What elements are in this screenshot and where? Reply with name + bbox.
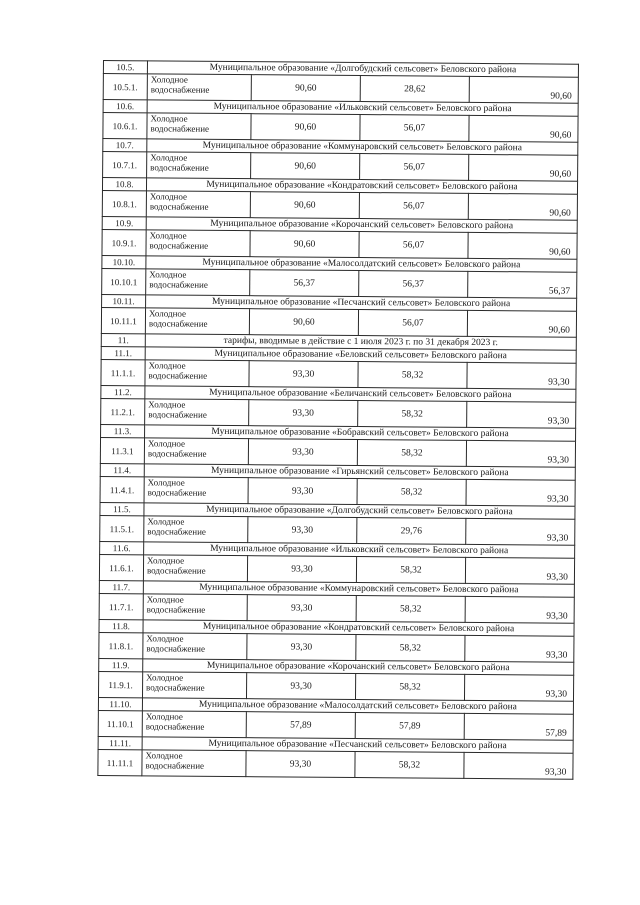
tariff-value-3: 93,30 bbox=[466, 518, 575, 545]
service-name: Холодное водоснабжение bbox=[143, 555, 247, 582]
row-number: 10.9. bbox=[102, 216, 146, 229]
tariff-row bbox=[101, 307, 576, 337]
tariff-value-1: 93,30 bbox=[247, 595, 356, 622]
section-title: Муниципальное образование «Малосолдатский сельсовет» Беловского района bbox=[146, 256, 577, 272]
section-title: тарифы, вводимые в действие с 1 июля 2023 г. по 31 декабря 2023 г. bbox=[145, 334, 576, 350]
tariff-value-3: 93,30 bbox=[467, 401, 576, 428]
section-title: Муниципальное образование «Коммунаровский сельсовет» Беловского района bbox=[143, 581, 574, 597]
service-name: Холодное водоснабжение bbox=[145, 360, 249, 387]
tariff-value-1: 93,30 bbox=[247, 634, 356, 661]
tariff-value-2: 58,32 bbox=[356, 635, 465, 662]
tariff-value-1: 93,30 bbox=[248, 439, 357, 466]
tariff-value-1: 93,30 bbox=[249, 361, 358, 388]
row-number: 11.8. bbox=[99, 619, 143, 632]
tariff-value-1: 90,60 bbox=[250, 192, 359, 219]
section-title: Муниципальное образование «Корочанский сельсовет» Беловского района bbox=[143, 659, 574, 675]
tariff-value-2: 58,32 bbox=[357, 479, 466, 506]
row-number: 11.9.1. bbox=[98, 671, 142, 697]
service-name: Холодное водоснабжение bbox=[147, 74, 251, 101]
tariff-row bbox=[99, 593, 574, 623]
row-number: 10.10.1 bbox=[102, 268, 146, 294]
tariff-value-2: 56,07 bbox=[358, 310, 467, 337]
section-title: Муниципальное образование «Кондратовский сельсовет» Беловского района bbox=[146, 178, 577, 194]
row-number: 11.2.1. bbox=[101, 398, 145, 424]
row-number: 10.7. bbox=[103, 139, 147, 152]
service-name: Холодное водоснабжение bbox=[144, 477, 248, 504]
tariff-value-2: 56,07 bbox=[360, 115, 469, 142]
tariff-value-1: 93,30 bbox=[248, 517, 357, 544]
tariff-table bbox=[97, 60, 579, 780]
tariff-row bbox=[103, 113, 578, 143]
row-number: 11.6. bbox=[100, 541, 144, 554]
tariff-value-2: 58,32 bbox=[355, 752, 464, 779]
row-number: 11.3. bbox=[101, 424, 145, 437]
tariff-value-2: 56,37 bbox=[359, 271, 468, 298]
section-title: Муниципальное образование «Кондратовский сельсовет» Беловского района bbox=[143, 620, 574, 636]
row-number: 11.5.1. bbox=[100, 515, 144, 541]
tariff-value-1: 90,60 bbox=[251, 114, 360, 141]
section-title: Муниципальное образование «Песчанский сельсовет» Беловского района bbox=[142, 737, 573, 753]
tariff-row bbox=[101, 398, 576, 428]
tariff-row bbox=[99, 632, 574, 662]
section-title: Муниципальное образование «Коммунаровский сельсовет» Беловского района bbox=[147, 139, 578, 155]
service-name: Холодное водоснабжение bbox=[144, 438, 248, 465]
section-title: Муниципальное образование «Ильковский сельсовет» Беловского района bbox=[144, 542, 575, 558]
tariff-value-3: 93,30 bbox=[465, 596, 574, 623]
tariff-value-2: 58,32 bbox=[357, 440, 466, 467]
tariff-row bbox=[103, 74, 578, 104]
row-number: 11.11.1 bbox=[98, 749, 142, 775]
section-title: Муниципальное образование «Беловский сельсовет» Беловского района bbox=[145, 347, 576, 363]
tariff-row bbox=[102, 229, 577, 259]
section-title: Муниципальное образование «Долгобудский сельсовет» Беловского района bbox=[144, 503, 575, 519]
section-title: Муниципальное образование «Долгобудский сельсовет» Беловского района bbox=[147, 61, 578, 77]
tariff-value-3: 90,60 bbox=[468, 193, 577, 220]
row-number: 10.6.1. bbox=[103, 113, 147, 139]
tariff-value-1: 90,60 bbox=[249, 309, 358, 336]
tariff-value-3: 93,30 bbox=[465, 557, 574, 584]
tariff-value-2: 58,32 bbox=[358, 401, 467, 428]
tariff-row bbox=[98, 671, 573, 701]
tariff-value-1: 93,30 bbox=[248, 478, 357, 505]
tariff-value-3: 90,60 bbox=[468, 232, 577, 259]
service-name: Холодное водоснабжение bbox=[145, 399, 249, 426]
row-number: 11.11. bbox=[98, 736, 142, 749]
service-name: Холодное водоснабжение bbox=[144, 516, 248, 543]
tariff-value-1: 57,89 bbox=[246, 712, 355, 739]
tariff-row bbox=[103, 152, 578, 182]
tariff-value-3: 90,60 bbox=[469, 154, 578, 181]
service-name: Холодное водоснабжение bbox=[146, 191, 250, 218]
row-number: 11.6.1. bbox=[99, 554, 143, 580]
tariff-value-2: 58,32 bbox=[358, 362, 467, 389]
tariff-value-3: 93,30 bbox=[464, 752, 573, 779]
tariff-value-3: 90,60 bbox=[469, 115, 578, 142]
row-number: 10.11. bbox=[102, 294, 146, 307]
tariff-value-2: 56,07 bbox=[360, 154, 469, 181]
tariff-value-3: 93,30 bbox=[464, 674, 573, 701]
tariff-value-1: 56,37 bbox=[250, 270, 359, 297]
service-name: Холодное водоснабжение bbox=[143, 594, 247, 621]
row-number: 11.10. bbox=[98, 697, 142, 710]
service-name: Холодное водоснабжение bbox=[145, 308, 249, 335]
tariff-value-3: 90,60 bbox=[467, 310, 576, 337]
document-page bbox=[97, 60, 578, 780]
tariff-value-1: 93,30 bbox=[249, 400, 358, 427]
row-number: 11.7. bbox=[99, 580, 143, 593]
row-number: 11.7.1. bbox=[99, 593, 143, 619]
tariff-row bbox=[99, 554, 574, 584]
row-number: 10.5. bbox=[103, 61, 147, 74]
tariff-row bbox=[101, 359, 576, 389]
tariff-row bbox=[98, 710, 573, 740]
row-number: 10.8. bbox=[102, 178, 146, 191]
section-title: Муниципальное образование «Бобравский сельсовет» Беловского района bbox=[145, 425, 576, 441]
row-number: 10.7.1. bbox=[103, 152, 147, 178]
service-name: Холодное водоснабжение bbox=[146, 269, 250, 296]
tariff-value-3: 93,30 bbox=[466, 479, 575, 506]
tariff-value-2: 58,32 bbox=[356, 557, 465, 584]
service-name: Холодное водоснабжение bbox=[147, 152, 251, 179]
row-number: 10.10. bbox=[102, 255, 146, 268]
tariff-value-1: 93,30 bbox=[246, 751, 355, 778]
row-number: 11.10.1 bbox=[98, 710, 142, 736]
section-title: Муниципальное образование «Песчанский сельсовет» Беловского района bbox=[146, 295, 577, 311]
tariff-value-3: 57,89 bbox=[464, 713, 573, 740]
row-number: 10.5.1. bbox=[103, 74, 147, 100]
service-name: Холодное водоснабжение bbox=[146, 230, 250, 257]
section-title: Муниципальное образование «Ильковский сельсовет» Беловского района bbox=[147, 100, 578, 116]
tariff-value-1: 90,60 bbox=[251, 75, 360, 102]
tariff-value-2: 57,89 bbox=[355, 713, 464, 740]
tariff-value-2: 58,32 bbox=[355, 674, 464, 701]
row-number: 10.6. bbox=[103, 100, 147, 113]
section-title: Муниципальное образование «Беличанский сельсовет» Беловского района bbox=[145, 386, 576, 402]
row-number: 11.8.1. bbox=[99, 632, 143, 658]
service-name: Холодное водоснабжение bbox=[147, 113, 251, 140]
service-name: Холодное водоснабжение bbox=[142, 750, 246, 777]
row-number: 10.9.1. bbox=[102, 229, 146, 255]
tariff-row bbox=[100, 476, 575, 506]
tariff-value-3: 93,30 bbox=[465, 635, 574, 662]
tariff-value-3: 90,60 bbox=[469, 76, 578, 103]
row-number: 10.8.1. bbox=[102, 190, 146, 216]
service-name: Холодное водоснабжение bbox=[142, 711, 246, 738]
tariff-value-3: 93,30 bbox=[467, 362, 576, 389]
tariff-value-2: 29,76 bbox=[357, 518, 466, 545]
service-name: Холодное водоснабжение bbox=[143, 633, 247, 660]
row-number: 11. bbox=[101, 333, 145, 346]
row-number: 11.4.1. bbox=[100, 476, 144, 502]
section-title: Муниципальное образование «Малосолдатский сельсовет» Беловского района bbox=[142, 698, 573, 714]
row-number: 11.2. bbox=[101, 385, 145, 398]
section-title: Муниципальное образование «Гирьянский сельсовет» Беловского района bbox=[144, 464, 575, 480]
tariff-value-1: 90,60 bbox=[250, 231, 359, 258]
tariff-value-1: 93,30 bbox=[246, 673, 355, 700]
tariff-row bbox=[102, 190, 577, 220]
row-number: 11.5. bbox=[100, 502, 144, 515]
row-number: 11.3.1 bbox=[100, 437, 144, 463]
row-number: 11.1.1. bbox=[101, 359, 145, 385]
tariff-value-2: 56,07 bbox=[359, 232, 468, 259]
tariff-value-3: 56,37 bbox=[468, 271, 577, 298]
tariff-value-3: 93,30 bbox=[466, 440, 575, 467]
tariff-value-1: 93,30 bbox=[247, 556, 356, 583]
service-name: Холодное водоснабжение bbox=[142, 672, 246, 699]
tariff-value-2: 28,62 bbox=[360, 76, 469, 103]
tariff-row bbox=[100, 437, 575, 467]
row-number: 11.4. bbox=[100, 463, 144, 476]
tariff-value-2: 56,07 bbox=[359, 193, 468, 220]
tariff-row bbox=[100, 515, 575, 545]
tariff-row bbox=[102, 268, 577, 298]
tariff-value-2: 58,32 bbox=[356, 596, 465, 623]
row-number: 11.1. bbox=[101, 346, 145, 359]
tariff-value-1: 90,60 bbox=[251, 153, 360, 180]
row-number: 11.9. bbox=[99, 658, 143, 671]
tariff-row bbox=[98, 749, 573, 779]
section-title: Муниципальное образование «Корочанский сельсовет» Беловского района bbox=[146, 217, 577, 233]
row-number: 10.11.1 bbox=[101, 307, 145, 333]
